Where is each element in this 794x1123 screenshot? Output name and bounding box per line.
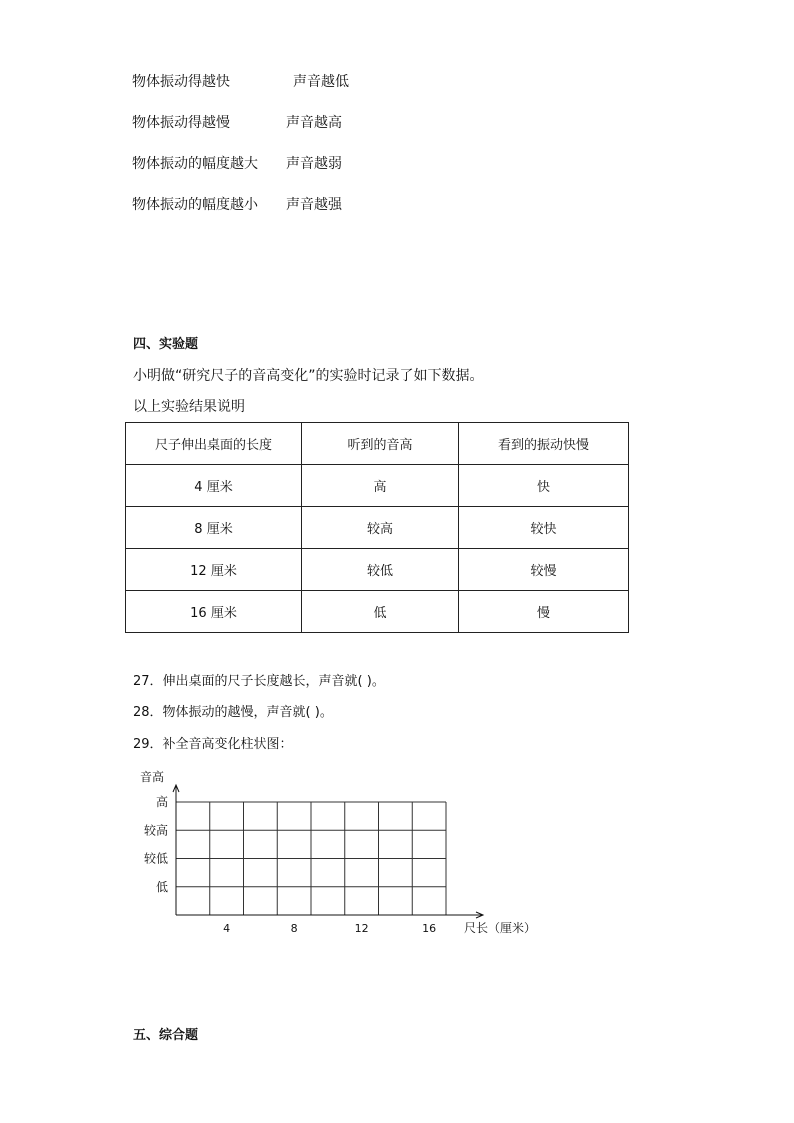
- table-cell: 较慢: [459, 549, 629, 591]
- table-cell: 较低: [302, 549, 459, 591]
- table-cell: 4 厘米: [126, 465, 302, 507]
- match-right-4: 声音越强: [286, 197, 342, 213]
- question-27: 27．伸出桌面的尺子长度越长，声音就( )。: [133, 674, 385, 689]
- table-cell: 低: [302, 591, 459, 633]
- y-tick-label: 低: [155, 879, 168, 894]
- chart-grid: [176, 802, 446, 915]
- x-axis-label: 尺长（厘米）: [464, 921, 537, 935]
- x-tick-label: 4: [223, 922, 231, 935]
- match-left-4: 物体振动的幅度越小: [132, 197, 258, 213]
- table-cell: 8 厘米: [126, 507, 302, 549]
- section4-intro: 小明做“研究尺子的音高变化”的实验时记录了如下数据。: [133, 368, 484, 384]
- table-cell: 快: [459, 465, 629, 507]
- table-header-cell: 听到的音高: [302, 423, 459, 465]
- match-left-2: 物体振动得越慢: [132, 115, 230, 131]
- table-cell: 较高: [302, 507, 459, 549]
- match-right-3: 声音越弱: [286, 156, 342, 172]
- table-cell: 12 厘米: [126, 549, 302, 591]
- y-tick-labels: [144, 794, 168, 894]
- x-tick-label: 16: [422, 922, 437, 935]
- match-right-2: 声音越高: [286, 115, 342, 131]
- table-header-cell: 看到的振动快慢: [459, 423, 629, 465]
- y-tick-label: 高: [155, 795, 168, 809]
- x-tick-label: 8: [290, 922, 298, 935]
- y-tick-label: 较高: [143, 823, 168, 838]
- question-29: 29．补全音高变化柱状图：: [133, 737, 293, 752]
- section4-subtitle: 以上实验结果说明: [133, 399, 245, 415]
- table-cell: 较快: [459, 507, 629, 549]
- table-cell: 慢: [459, 591, 629, 633]
- question-28: 28．物体振动的越慢，声音就( )。: [133, 705, 333, 720]
- match-left-1: 物体振动得越快: [132, 74, 230, 90]
- chart-axes: [173, 785, 483, 918]
- y-axis-label: 音高: [140, 770, 165, 784]
- x-tick-labels: [223, 922, 436, 935]
- section4-heading: 四、实验题: [133, 337, 199, 352]
- match-left-3: 物体振动的幅度越大: [132, 156, 258, 172]
- match-right-1: 声音越低: [293, 74, 349, 90]
- table-cell: 16 厘米: [126, 591, 302, 633]
- table-header-cell: 尺子伸出桌面的长度: [126, 423, 302, 465]
- x-tick-label: 12: [354, 922, 369, 935]
- y-tick-label: 较低: [143, 851, 168, 866]
- section5-heading: 五、综合题: [133, 1028, 199, 1043]
- table-cell: 高: [302, 465, 459, 507]
